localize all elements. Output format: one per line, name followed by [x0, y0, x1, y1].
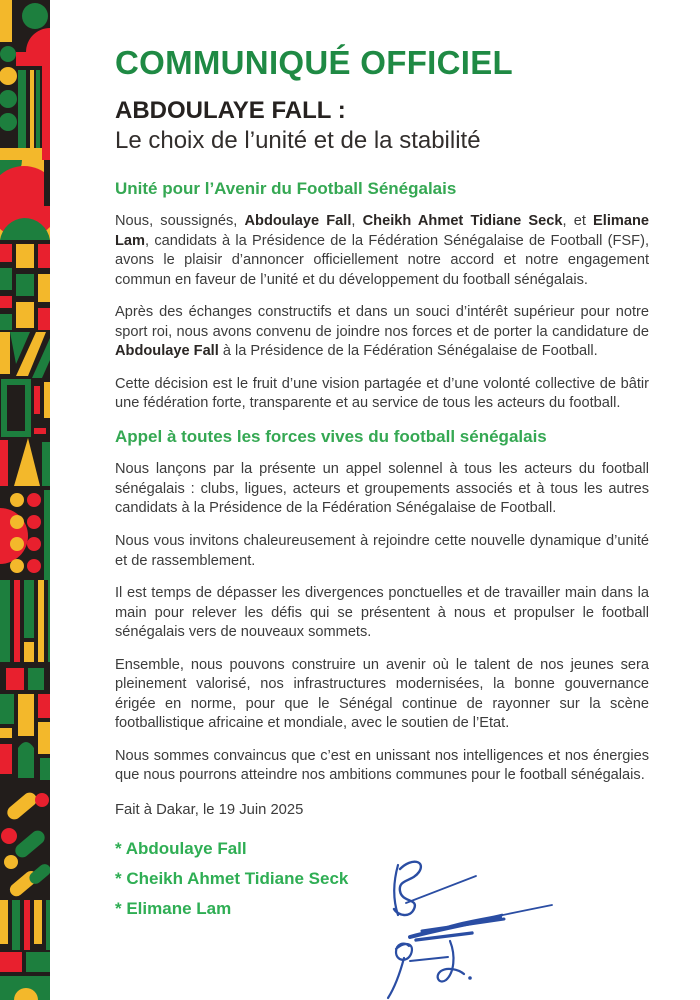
- candidate-name: Cheikh Ahmet Tidiane Seck: [362, 213, 563, 230]
- body-paragraph: Cette décision est le fruit d’une vision partagée et d’une volonté collective de bâtir une fédération forte, transparente et au service de tous les acteurs du football.: [115, 375, 649, 412]
- body-paragraph: Après des échanges constructifs et dans un souci d’intérêt supérieur pour notre sport roi, nous avons convenu de joindre nos forces et de porter la candidature de Abdoulaye Fall à la Présidence de la Fédération Sénégalaise de Football.: [115, 304, 649, 360]
- section-heading: Unité pour l’Avenir du Football Sénégalais: [115, 178, 457, 198]
- section-heading: Appel à toutes les forces vives du football sénégalais: [115, 426, 547, 446]
- signatory-item: * Elimane Lam: [115, 899, 232, 919]
- date-line: Fait à Dakar, le 19 Juin 2025: [115, 801, 304, 818]
- signatory-item: * Abdoulaye Fall: [115, 838, 247, 858]
- page-title: COMMUNIQUÉ OFFICIEL: [115, 44, 514, 81]
- body-paragraph: Nous, soussignés, Abdoulaye Fall, Cheikh Ahmet Tidiane Seck, et Elimane Lam, candidats à la Présidence de la Fédération Sénégalaise de Football (FSF), avons le plaisir d’annoncer officiellement notre accord et notre engagement commun en faveur de l’unité et du développement du football sénégalais.: [115, 213, 650, 288]
- african-pattern-strip: [0, 0, 50, 1000]
- body-paragraph: Ensemble, nous pouvons construire un avenir où le talent de nos jeunes sera pleinement valorisé, nos infrastructures modernisées, la bonne gouvernance érigée en norme, pour que le Sénégal continue de rayonner sur la scène footballistique africaine et mondiale, avec le soutien de l’Etat.: [115, 656, 649, 732]
- body-paragraph: Nous sommes convaincus que c’est en unissant nos intelligences et nos énergies que nous pourrons atteindre nos ambitions communes pour le football sénégalais.: [115, 747, 649, 784]
- document-body: [115, 179, 649, 786]
- candidate-name: Abdoulaye Fall: [115, 343, 219, 360]
- candidate-name: Abdoulaye Fall: [244, 213, 352, 230]
- signatory-item: * Cheikh Ahmet Tidiane Seck: [115, 869, 349, 889]
- body-paragraph: Nous vous invitons chaleureusement à rejoindre cette nouvelle dynamique d’unité et de rassemblement.: [115, 532, 649, 569]
- body-paragraph: Nous lançons par la présente un appel solennel à tous les acteurs du football sénégalais : clubs, ligues, acteurs et groupements associés et à tous les autres candidats à la Présidence de la Fédération Sénégalaise de Football.: [115, 461, 649, 517]
- subtitle-name: ABDOULAYE FALL :: [115, 96, 346, 124]
- subtitle-tagline: Le choix de l’unité et de la stabilité: [115, 127, 481, 155]
- document-content: [115, 46, 649, 929]
- body-paragraph: Il est temps de dépasser les divergences ponctuelles et de travailler main dans la main pour relever les défis qui se présentent à nous et propulser le football sénégalais vers de nouveaux sommets.: [115, 585, 649, 641]
- signatories-list: [115, 838, 649, 920]
- candidate-name: Elimane Lam: [115, 213, 650, 249]
